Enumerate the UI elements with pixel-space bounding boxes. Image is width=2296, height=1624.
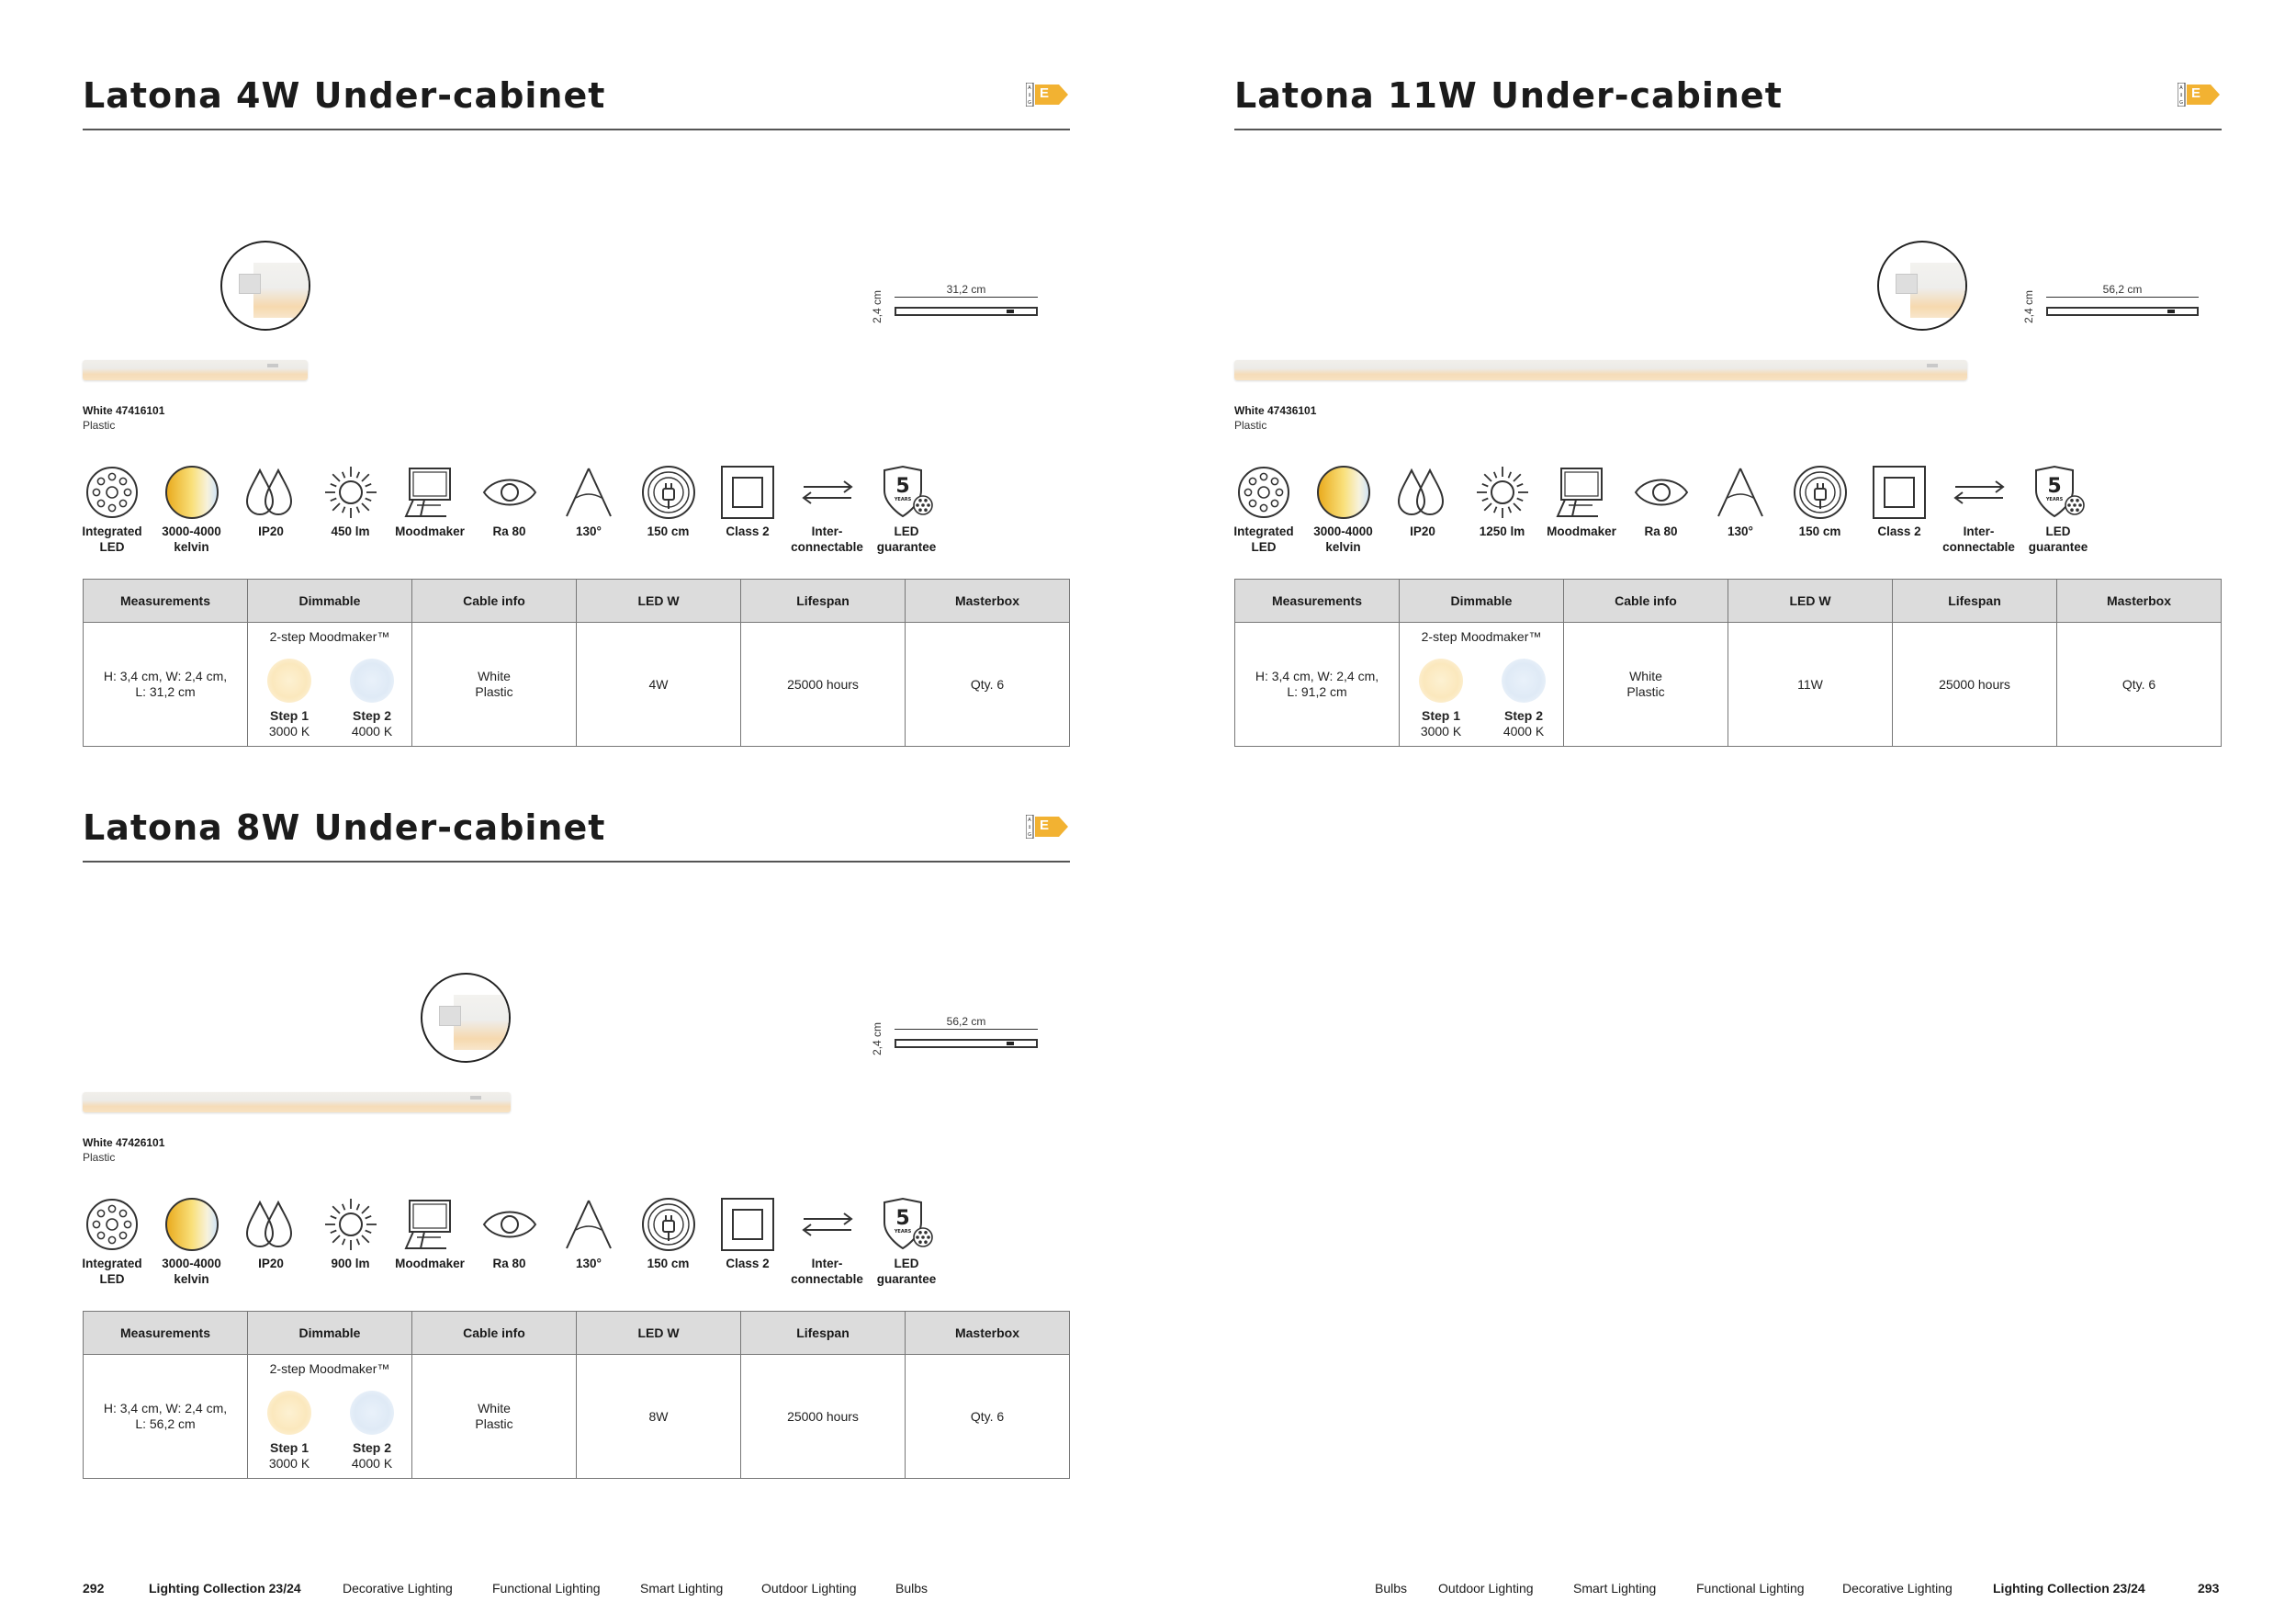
- feature-item: [310, 1195, 391, 1271]
- feature-item: [469, 463, 550, 539]
- footer-nav-link[interactable]: Functional Lighting: [1696, 1581, 1805, 1596]
- title-rule: [1234, 129, 2222, 130]
- table-header: Measurements: [1235, 580, 1400, 623]
- color-temperature-icon: [152, 463, 232, 522]
- svg-text:5: 5: [2047, 475, 2062, 498]
- dimmable-title: 2-step Moodmaker™: [269, 1361, 390, 1376]
- table-header: Masterbox: [906, 1312, 1070, 1355]
- product-detail-zoom: [1877, 241, 1967, 331]
- feature-label: 130°: [1728, 524, 1753, 538]
- warm-light-swatch: [267, 1391, 311, 1435]
- table-header: LED W: [1728, 580, 1893, 623]
- cell-lifespan: 25000 hours: [741, 1355, 906, 1479]
- dimension-length: 31,2 cm: [946, 283, 986, 296]
- feature-item: [548, 463, 629, 539]
- feature-item: [1780, 463, 1861, 539]
- feature-label: IP20: [258, 524, 284, 538]
- table-header: Lifespan: [741, 1312, 906, 1355]
- cable-plug-icon: [628, 1195, 709, 1254]
- feature-item: [707, 1195, 788, 1271]
- footer-nav-link[interactable]: Outdoor Lighting: [761, 1581, 857, 1596]
- beam-angle-icon: [1700, 463, 1781, 522]
- footer-collection-left: Lighting Collection 23/24: [149, 1581, 301, 1596]
- svg-text:↕: ↕: [1027, 825, 1032, 830]
- feature-label: 3000-4000 kelvin: [162, 1257, 221, 1286]
- feature-item: [1303, 463, 1384, 555]
- product-photo: [83, 360, 308, 380]
- table-header: Dimmable: [248, 1312, 412, 1355]
- product-title: Latona 11W Under-cabinet: [1234, 75, 1783, 116]
- svg-text:↕: ↕: [2178, 93, 2184, 98]
- interconnect-arrows-icon: [1939, 463, 2020, 522]
- footer-left: [83, 1581, 104, 1596]
- feature-label: Moodmaker: [395, 1257, 465, 1270]
- cool-light-swatch: [350, 1391, 394, 1435]
- feature-label: 3000-4000 kelvin: [1313, 524, 1373, 554]
- product-latona-8w: [83, 807, 1070, 1478]
- feature-item: [787, 1195, 868, 1287]
- dimmable-title: 2-step Moodmaker™: [1421, 629, 1542, 644]
- product-photo: [1234, 360, 1967, 380]
- footer-nav-link[interactable]: Bulbs: [1375, 1581, 1408, 1596]
- feature-item: [152, 1195, 232, 1287]
- page-number-left: 292: [83, 1581, 105, 1596]
- feature-icons: [83, 463, 1001, 564]
- cell-dimmable: [1400, 623, 1564, 747]
- step-1: Step 1 3000 K: [1420, 708, 1462, 739]
- ip-drops-icon: [231, 1195, 311, 1254]
- svg-text:A: A: [2179, 85, 2183, 91]
- svg-text:G: G: [1028, 832, 1031, 838]
- product-sku: White 47416101: [83, 404, 165, 417]
- feature-item: [1462, 463, 1543, 539]
- energy-label-icon: [1026, 83, 1070, 107]
- table-header: Measurements: [84, 580, 248, 623]
- dimension-length: 56,2 cm: [2102, 283, 2143, 296]
- product-detail-zoom: [421, 973, 511, 1063]
- feature-item: [1939, 463, 2020, 555]
- cell-dimmable: [248, 623, 412, 747]
- feature-item: [707, 463, 788, 539]
- svg-text:A: A: [1028, 818, 1031, 823]
- feature-item: [1621, 463, 1702, 539]
- cable-plug-icon: [628, 463, 709, 522]
- feature-item: [1223, 463, 1304, 555]
- cell-led-w: 11W: [1728, 623, 1893, 747]
- svg-text:↕: ↕: [1027, 93, 1032, 98]
- cell-led-w: 4W: [577, 623, 741, 747]
- feature-icons: [83, 1195, 1001, 1296]
- integrated-led-icon: [1223, 463, 1304, 522]
- moodmaker-icon: [389, 1195, 470, 1254]
- class2-icon: [707, 1195, 788, 1254]
- sun-lumen-icon: [310, 1195, 391, 1254]
- product-title: Latona 8W Under-cabinet: [83, 807, 606, 848]
- dimension-drawing: [871, 283, 1045, 329]
- feature-item: [1541, 463, 1622, 539]
- feature-label: Integrated LED: [82, 1257, 142, 1286]
- ip-drops-icon: [231, 463, 311, 522]
- color-temperature-icon: [152, 1195, 232, 1254]
- cell-cable-info: White Plastic: [1564, 623, 1728, 747]
- table-header: Cable info: [412, 1312, 577, 1355]
- dimension-height: 2,4 cm: [871, 1021, 884, 1055]
- step-1: Step 1 3000 K: [268, 708, 310, 739]
- ip-drops-icon: [1382, 463, 1463, 522]
- feature-label: Class 2: [726, 1257, 770, 1270]
- warm-light-swatch: [1419, 659, 1463, 703]
- feature-item: [787, 463, 868, 555]
- feature-label: LED guarantee: [2028, 524, 2088, 554]
- integrated-led-icon: [72, 1195, 152, 1254]
- feature-label: Moodmaker: [1547, 524, 1616, 538]
- step-2: Step 2 4000 K: [351, 1440, 393, 1471]
- feature-item: [628, 1195, 709, 1271]
- footer-nav-link[interactable]: Decorative Lighting: [343, 1581, 453, 1596]
- feature-label: Moodmaker: [395, 524, 465, 538]
- svg-text:G: G: [2179, 100, 2183, 106]
- footer-right: [2198, 1581, 2219, 1596]
- feature-item: [72, 463, 152, 555]
- feature-label: 450 lm: [331, 524, 370, 538]
- moodmaker-icon: [1541, 463, 1622, 522]
- footer-nav-link[interactable]: Smart Lighting: [640, 1581, 724, 1596]
- table-header: Measurements: [84, 1312, 248, 1355]
- cool-light-swatch: [1502, 659, 1546, 703]
- energy-class: E: [1040, 818, 1050, 833]
- table-header: Masterbox: [906, 580, 1070, 623]
- feature-label: Inter- connectable: [791, 1257, 863, 1286]
- feature-label: IP20: [1410, 524, 1435, 538]
- feature-icons: [1234, 463, 2153, 564]
- svg-text:5: 5: [895, 475, 910, 498]
- feature-label: Integrated LED: [82, 524, 142, 554]
- step-1: Step 1 3000 K: [268, 1440, 310, 1471]
- eye-ra-icon: [469, 1195, 550, 1254]
- feature-item: [2018, 463, 2099, 555]
- warm-light-swatch: [267, 659, 311, 703]
- table-header: Lifespan: [1893, 580, 2057, 623]
- feature-label: 3000-4000 kelvin: [162, 524, 221, 554]
- dimension-drawing: [871, 1015, 1045, 1061]
- svg-text:YEARS: YEARS: [894, 497, 912, 502]
- feature-item: [1859, 463, 1940, 539]
- dimension-height: 2,4 cm: [2022, 289, 2035, 323]
- energy-label-icon: [1026, 815, 1070, 839]
- step-2: Step 2 4000 K: [1503, 708, 1545, 739]
- title-rule: [83, 861, 1070, 863]
- dimension-drawing: [2022, 283, 2206, 329]
- product-photo: [83, 1092, 511, 1112]
- svg-text:G: G: [1028, 100, 1031, 106]
- interconnect-arrows-icon: [787, 1195, 868, 1254]
- beam-angle-icon: [548, 463, 629, 522]
- feature-label: 900 lm: [331, 1257, 370, 1270]
- cell-led-w: 8W: [577, 1355, 741, 1479]
- feature-label: IP20: [258, 1257, 284, 1270]
- product-latona-11w: [1234, 75, 2222, 746]
- product-material: Plastic: [83, 1151, 116, 1164]
- svg-text:YEARS: YEARS: [894, 1229, 912, 1235]
- energy-class: E: [1040, 85, 1050, 101]
- dimension-length: 56,2 cm: [946, 1015, 986, 1028]
- product-material: Plastic: [83, 419, 116, 432]
- product-material: Plastic: [1234, 419, 1267, 432]
- feature-item: [231, 1195, 311, 1271]
- feature-label: Ra 80: [492, 1257, 526, 1270]
- feature-label: 130°: [576, 1257, 602, 1270]
- table-header: LED W: [577, 580, 741, 623]
- feature-item: [548, 1195, 629, 1271]
- footer-nav-link[interactable]: Decorative Lighting: [1842, 1581, 1953, 1596]
- product-title: Latona 4W Under-cabinet: [83, 75, 606, 116]
- guarantee-shield-icon: [866, 1195, 947, 1254]
- feature-item: [866, 1195, 947, 1287]
- feature-item: [866, 463, 947, 555]
- cell-cable-info: White Plastic: [412, 623, 577, 747]
- cell-dimmable: [248, 1355, 412, 1479]
- product-latona-4w: [83, 75, 1070, 746]
- cell-masterbox: Qty. 6: [906, 623, 1070, 747]
- feature-label: LED guarantee: [876, 524, 937, 554]
- product-detail-zoom: [220, 241, 310, 331]
- feature-label: Ra 80: [1644, 524, 1678, 538]
- footer-nav-link[interactable]: Outdoor Lighting: [1438, 1581, 1534, 1596]
- table-header: LED W: [577, 1312, 741, 1355]
- feature-item: [152, 463, 232, 555]
- energy-class: E: [2191, 85, 2201, 101]
- spec-table: [83, 1311, 1070, 1479]
- interconnect-arrows-icon: [787, 463, 868, 522]
- table-header: Lifespan: [741, 580, 906, 623]
- cell-masterbox: Qty. 6: [2057, 623, 2222, 747]
- page-number-right: 293: [2198, 1581, 2220, 1596]
- feature-label: Ra 80: [492, 524, 526, 538]
- feature-label: Class 2: [726, 524, 770, 538]
- sun-lumen-icon: [1462, 463, 1543, 522]
- footer-nav-link[interactable]: Smart Lighting: [1573, 1581, 1657, 1596]
- feature-item: [389, 463, 470, 539]
- cable-plug-icon: [1780, 463, 1861, 522]
- dimension-height: 2,4 cm: [871, 289, 884, 323]
- table-header: Cable info: [412, 580, 577, 623]
- integrated-led-icon: [72, 463, 152, 522]
- table-header: Dimmable: [248, 580, 412, 623]
- dimmable-title: 2-step Moodmaker™: [269, 629, 390, 644]
- eye-ra-icon: [469, 463, 550, 522]
- cell-lifespan: 25000 hours: [741, 623, 906, 747]
- table-header: Dimmable: [1400, 580, 1564, 623]
- table-header: Masterbox: [2057, 580, 2222, 623]
- feature-label: 130°: [576, 524, 602, 538]
- footer-nav-link[interactable]: Functional Lighting: [492, 1581, 601, 1596]
- product-sku: White 47426101: [83, 1136, 165, 1149]
- cell-measurements: H: 3,4 cm, W: 2,4 cm, L: 56,2 cm: [84, 1355, 248, 1479]
- color-temperature-icon: [1303, 463, 1384, 522]
- energy-label-icon: [2178, 83, 2222, 107]
- moodmaker-icon: [389, 463, 470, 522]
- feature-item: [231, 463, 311, 539]
- feature-item: [469, 1195, 550, 1271]
- cell-masterbox: Qty. 6: [906, 1355, 1070, 1479]
- footer-nav-link[interactable]: Bulbs: [895, 1581, 929, 1596]
- footer-collection-right: Lighting Collection 23/24: [1993, 1581, 2145, 1596]
- cell-cable-info: White Plastic: [412, 1355, 577, 1479]
- feature-label: 150 cm: [647, 1257, 690, 1270]
- feature-item: [389, 1195, 470, 1271]
- feature-label: Class 2: [1877, 524, 1921, 538]
- feature-label: LED guarantee: [876, 1257, 937, 1286]
- feature-item: [72, 1195, 152, 1287]
- product-sku: White 47436101: [1234, 404, 1317, 417]
- guarantee-shield-icon: [866, 463, 947, 522]
- title-rule: [83, 129, 1070, 130]
- cool-light-swatch: [350, 659, 394, 703]
- spec-table: [83, 579, 1070, 747]
- feature-label: Inter- connectable: [791, 524, 863, 554]
- svg-text:5: 5: [895, 1207, 910, 1230]
- feature-item: [628, 463, 709, 539]
- sun-lumen-icon: [310, 463, 391, 522]
- svg-text:A: A: [1028, 85, 1031, 91]
- eye-ra-icon: [1621, 463, 1702, 522]
- feature-label: 150 cm: [1798, 524, 1841, 538]
- cell-measurements: H: 3,4 cm, W: 2,4 cm, L: 31,2 cm: [84, 623, 248, 747]
- feature-label: Inter- connectable: [1942, 524, 2015, 554]
- class2-icon: [707, 463, 788, 522]
- feature-item: [310, 463, 391, 539]
- svg-text:YEARS: YEARS: [2045, 497, 2064, 502]
- class2-icon: [1859, 463, 1940, 522]
- table-header: Cable info: [1564, 580, 1728, 623]
- cell-measurements: H: 3,4 cm, W: 2,4 cm, L: 91,2 cm: [1235, 623, 1400, 747]
- feature-label: Integrated LED: [1233, 524, 1294, 554]
- feature-item: [1382, 463, 1463, 539]
- feature-label: 1250 lm: [1479, 524, 1525, 538]
- spec-table: [1234, 579, 2222, 747]
- feature-item: [1700, 463, 1781, 539]
- feature-label: 150 cm: [647, 524, 690, 538]
- step-2: Step 2 4000 K: [351, 708, 393, 739]
- guarantee-shield-icon: [2018, 463, 2099, 522]
- cell-lifespan: 25000 hours: [1893, 623, 2057, 747]
- beam-angle-icon: [548, 1195, 629, 1254]
